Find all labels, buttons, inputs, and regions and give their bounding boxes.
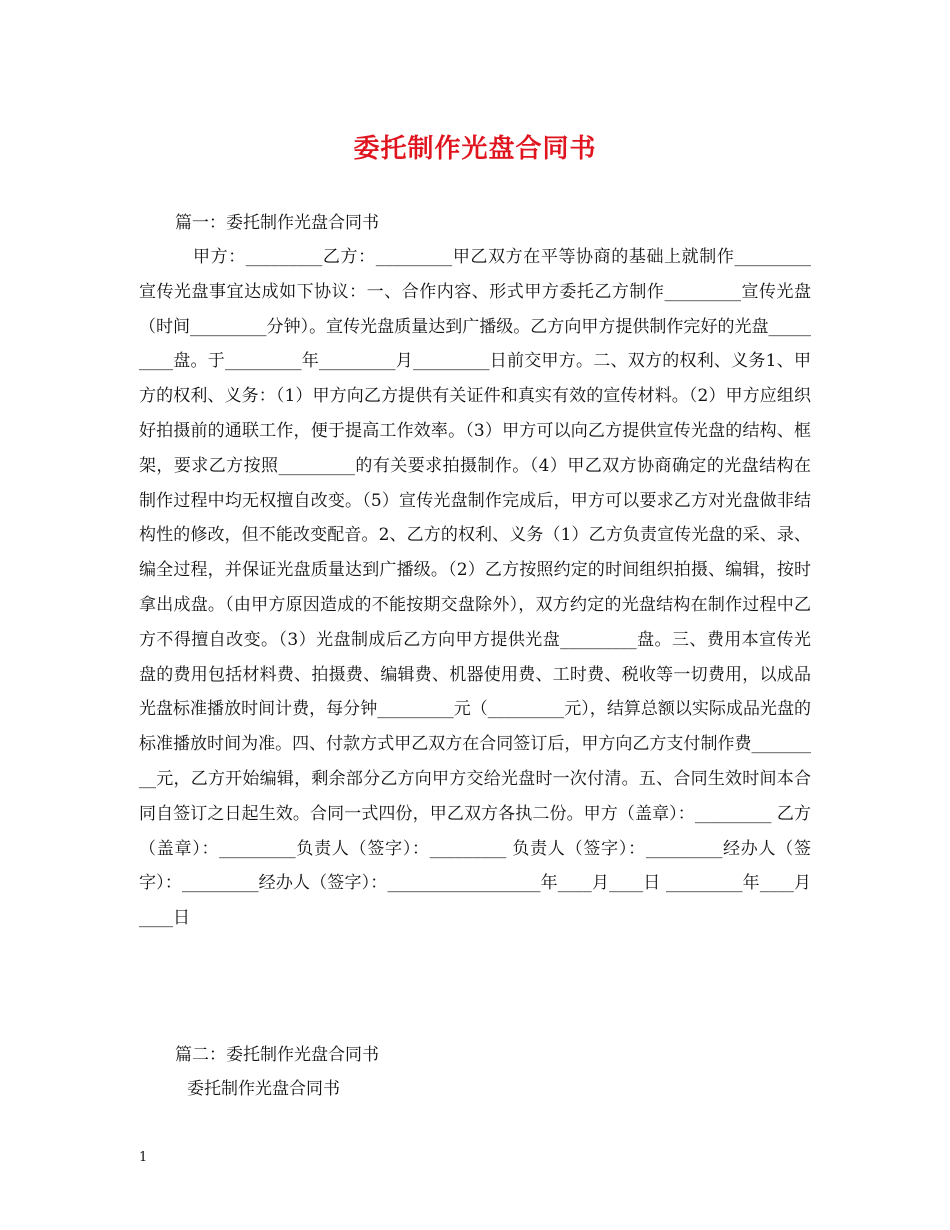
part1-body: 甲方：_________乙方：_________甲乙双方在平等协商的基础上就制作_________宣传光盘事宜达成如下协议：一、合作内容、形式甲方委托乙方制作_________宣传光盘（时间_________分钟）。宣传光盘质量达到广播级。乙方向甲方提供制作完好的光盘_________盘。于_________年_________月_________日前交甲方。二、双方的权利、义务1、甲方的权利、义务：（1）甲方向乙方提供有关证件和真实有效的宣传材料。（2）甲方应组织好拍摄前的通联工作，便于提高工作效率。（3）甲方可以向乙方提供宣传光盘的结构、框架，要求乙方按照_________的有关要求拍摄制作。（4）甲乙双方协商确定的光盘结构在制作过程中均无权擅自改变。（5）宣传光盘制作完成后，甲方可以要求乙方对光盘做非结构性的修改，但不能改变配音。2、乙方的权利、义务（1）乙方负责宣传光盘的采、录、编全过程，并保证光盘质量达到广播级。（2）乙方按照约定的时间组织拍摄、编辑，按时拿出成盘。（由甲方原因造成的不能按期交盘除外），双方约定的光盘结构在制作过程中乙方不得擅自改变。（3）光盘制成后乙方向甲方提供光盘_________盘。三、费用本宣传光盘的费用包括材料费、拍摄费、编辑费、机器使用费、工时费、税收等一切费用，以成品光盘标准播放时间计费，每分钟_________元（_________元），结算总额以实际成品光盘的标准播放时间为准。四、付款方式甲乙双方在合同签订后，甲方向乙方支付制作费_________元，乙方开始编辑，剩余部分乙方向甲方交给光盘时一次付清。五、合同生效时间本合同自签订之日起生效。合同一式四份，甲乙双方各执二份。甲方（盖章）：_________ 乙方（盖章）：_________负责人（签字）：_________ 负责人（签字）：_________经办人（签字）：_________经办人（签字）：__________________年____月____日 _________年____月____日 <box>139 247 811 929</box>
part2-subheading: 委托制作光盘合同书 <box>187 1079 340 1099</box>
part1-heading: 篇一：委托制作光盘合同书 <box>175 213 379 233</box>
page-number: 1 <box>139 1150 148 1165</box>
part2-heading: 篇二：委托制作光盘合同书 <box>175 1045 379 1065</box>
document-title: 委托制作光盘合同书 <box>353 134 597 164</box>
